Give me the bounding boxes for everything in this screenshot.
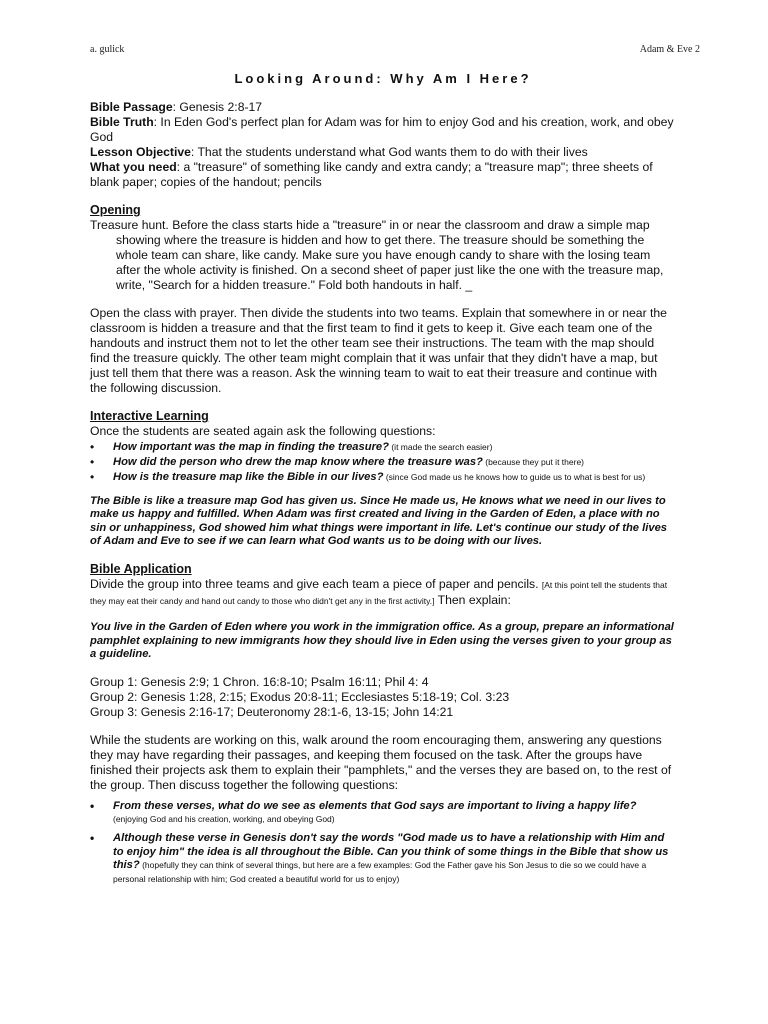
series-label: Adam & Eve 2 (639, 44, 700, 55)
list-item: • Although these verse in Genesis don't say the words "God made us to have a relationship with Him and to enjoy him" the idea is all throughout the Bible. Can you think of some things in the Bible that show us this? (hopefully they can think of several things, but here are a few examples: God the Father gave his Son Jesus to die so we could have a personal relationship with him; God created a beautiful world for us to enjoy) (90, 832, 676, 886)
scenario-paragraph: You live in the Garden of Eden where you work in the immigration office. As a group, prepare an informational pamphlet explaining to new immigrants how they should live in Eden using the verses given to your group as a guideline. (90, 620, 674, 661)
interactive-heading: Interactive Learning (90, 409, 209, 423)
opening-paragraph-1: Treasure hunt. Before the class starts hide a "treasure" in or near the classroom and draw a simple map showing where the treasure is hidden and how to get there. The treasure should be something the whole team can share, like candy. Make sure you have enough candy to share with the losing team after the whole activity is finished. On a second sheet of paper just like the one with the treasure map, write, "Search for a hidden treasure." Fold both handouts in half. _ (90, 218, 664, 292)
opening-paragraph-2: Open the class with prayer. Then divide the students into two teams. Explain that somewhere in or near the classroom is hidden a treasure and that the first team to find it gets to keep it. Give each team one of the handouts and instruct them not to let the other team see their instructions. The team with the map should find the treasure quickly. The other team might complain that it was unfair that they didn't have a map, but just tell them that there was a reason. Ask the winning team to wait to eat their treasure and continue with the following discussion. (90, 306, 667, 395)
interactive-learning-section (90, 409, 676, 549)
group-3: Group 3: Genesis 2:16-17; Deuteronomy 28:1-6, 13-15; John 14:21 (90, 704, 454, 719)
list-item: • How is the treasure map like the Bible in our lives? (since God made us he knows how to guide us to what is best for us) (90, 470, 676, 484)
bible-truth: Bible Truth: In Eden God's perfect plan for Adam was for him to enjoy God and his creation, work, and obey God (90, 115, 674, 144)
author-name: a. gulick (90, 44, 125, 55)
list-item: • From these verses, what do we see as elements that God says are important to living a happy life? (enjoying God and his creation, working, and obeying God) (90, 800, 676, 827)
question-list (90, 440, 676, 485)
lesson-objective: Lesson Objective: That the students understand what God wants them to do with their lives (90, 145, 588, 159)
final-question-list (90, 800, 676, 887)
opening-heading: Opening (90, 203, 141, 217)
lesson-title: Looking Around: Why Am I Here? (234, 71, 532, 86)
group-assignments (90, 675, 676, 720)
page-header (90, 44, 700, 55)
application-paragraph-2: While the students are working on this, walk around the room encouraging them, answering any questions they may have regarding their passages, and keeping them focused on the task. After the groups have finished their projects ask them to explain their "pamphlets," and the verses they are based on, to the rest of the group. Then discuss together the following questions: (90, 732, 672, 792)
opening-section (90, 203, 676, 396)
list-item: • How did the person who drew the map know where the treasure was? (because they put it there) (90, 455, 676, 469)
interactive-intro: Once the students are seated again ask the following questions: (90, 424, 436, 438)
what-you-need: What you need: a "treasure" of something like candy and extra candy; a "treasure map"; three sheets of blank paper; copies of the handout; pencils (90, 160, 653, 189)
group-2: Group 2: Genesis 1:28, 2:15; Exodus 20:8-11; Ecclesiastes 5:18-19; Col. 3:23 (90, 689, 510, 704)
emphasis-paragraph: The Bible is like a treasure map God has given us. Since He made us, He knows what we need in our lives to make us happy and fulfilled. When Adam was first created and living in the Garden of Eden, a place with no sin or unhappiness, God showed him what things were important in life. Let's continue our study of the lives of Adam and Eve to see if we can learn what God wants us to be doing with our lives. (90, 494, 668, 548)
group-1: Group 1: Genesis 2:9; 1 Chron. 16:8-10; Psalm 16:11; Phil 4: 4 (90, 674, 429, 689)
application-paragraph-1: Divide the group into three teams and give each team a piece of paper and pencils. [At this point tell the students that they may eat their candy and hand out candy to those who didn't get any in the first activity.] Then explain: (90, 576, 668, 607)
bible-application-section (90, 562, 676, 886)
lesson-meta (90, 100, 676, 190)
application-heading: Bible Application (90, 561, 192, 576)
bible-passage: Bible Passage: Genesis 2:8-17 (90, 100, 263, 114)
list-item: • How important was the map in finding the treasure? (it made the search easier) (90, 440, 676, 454)
